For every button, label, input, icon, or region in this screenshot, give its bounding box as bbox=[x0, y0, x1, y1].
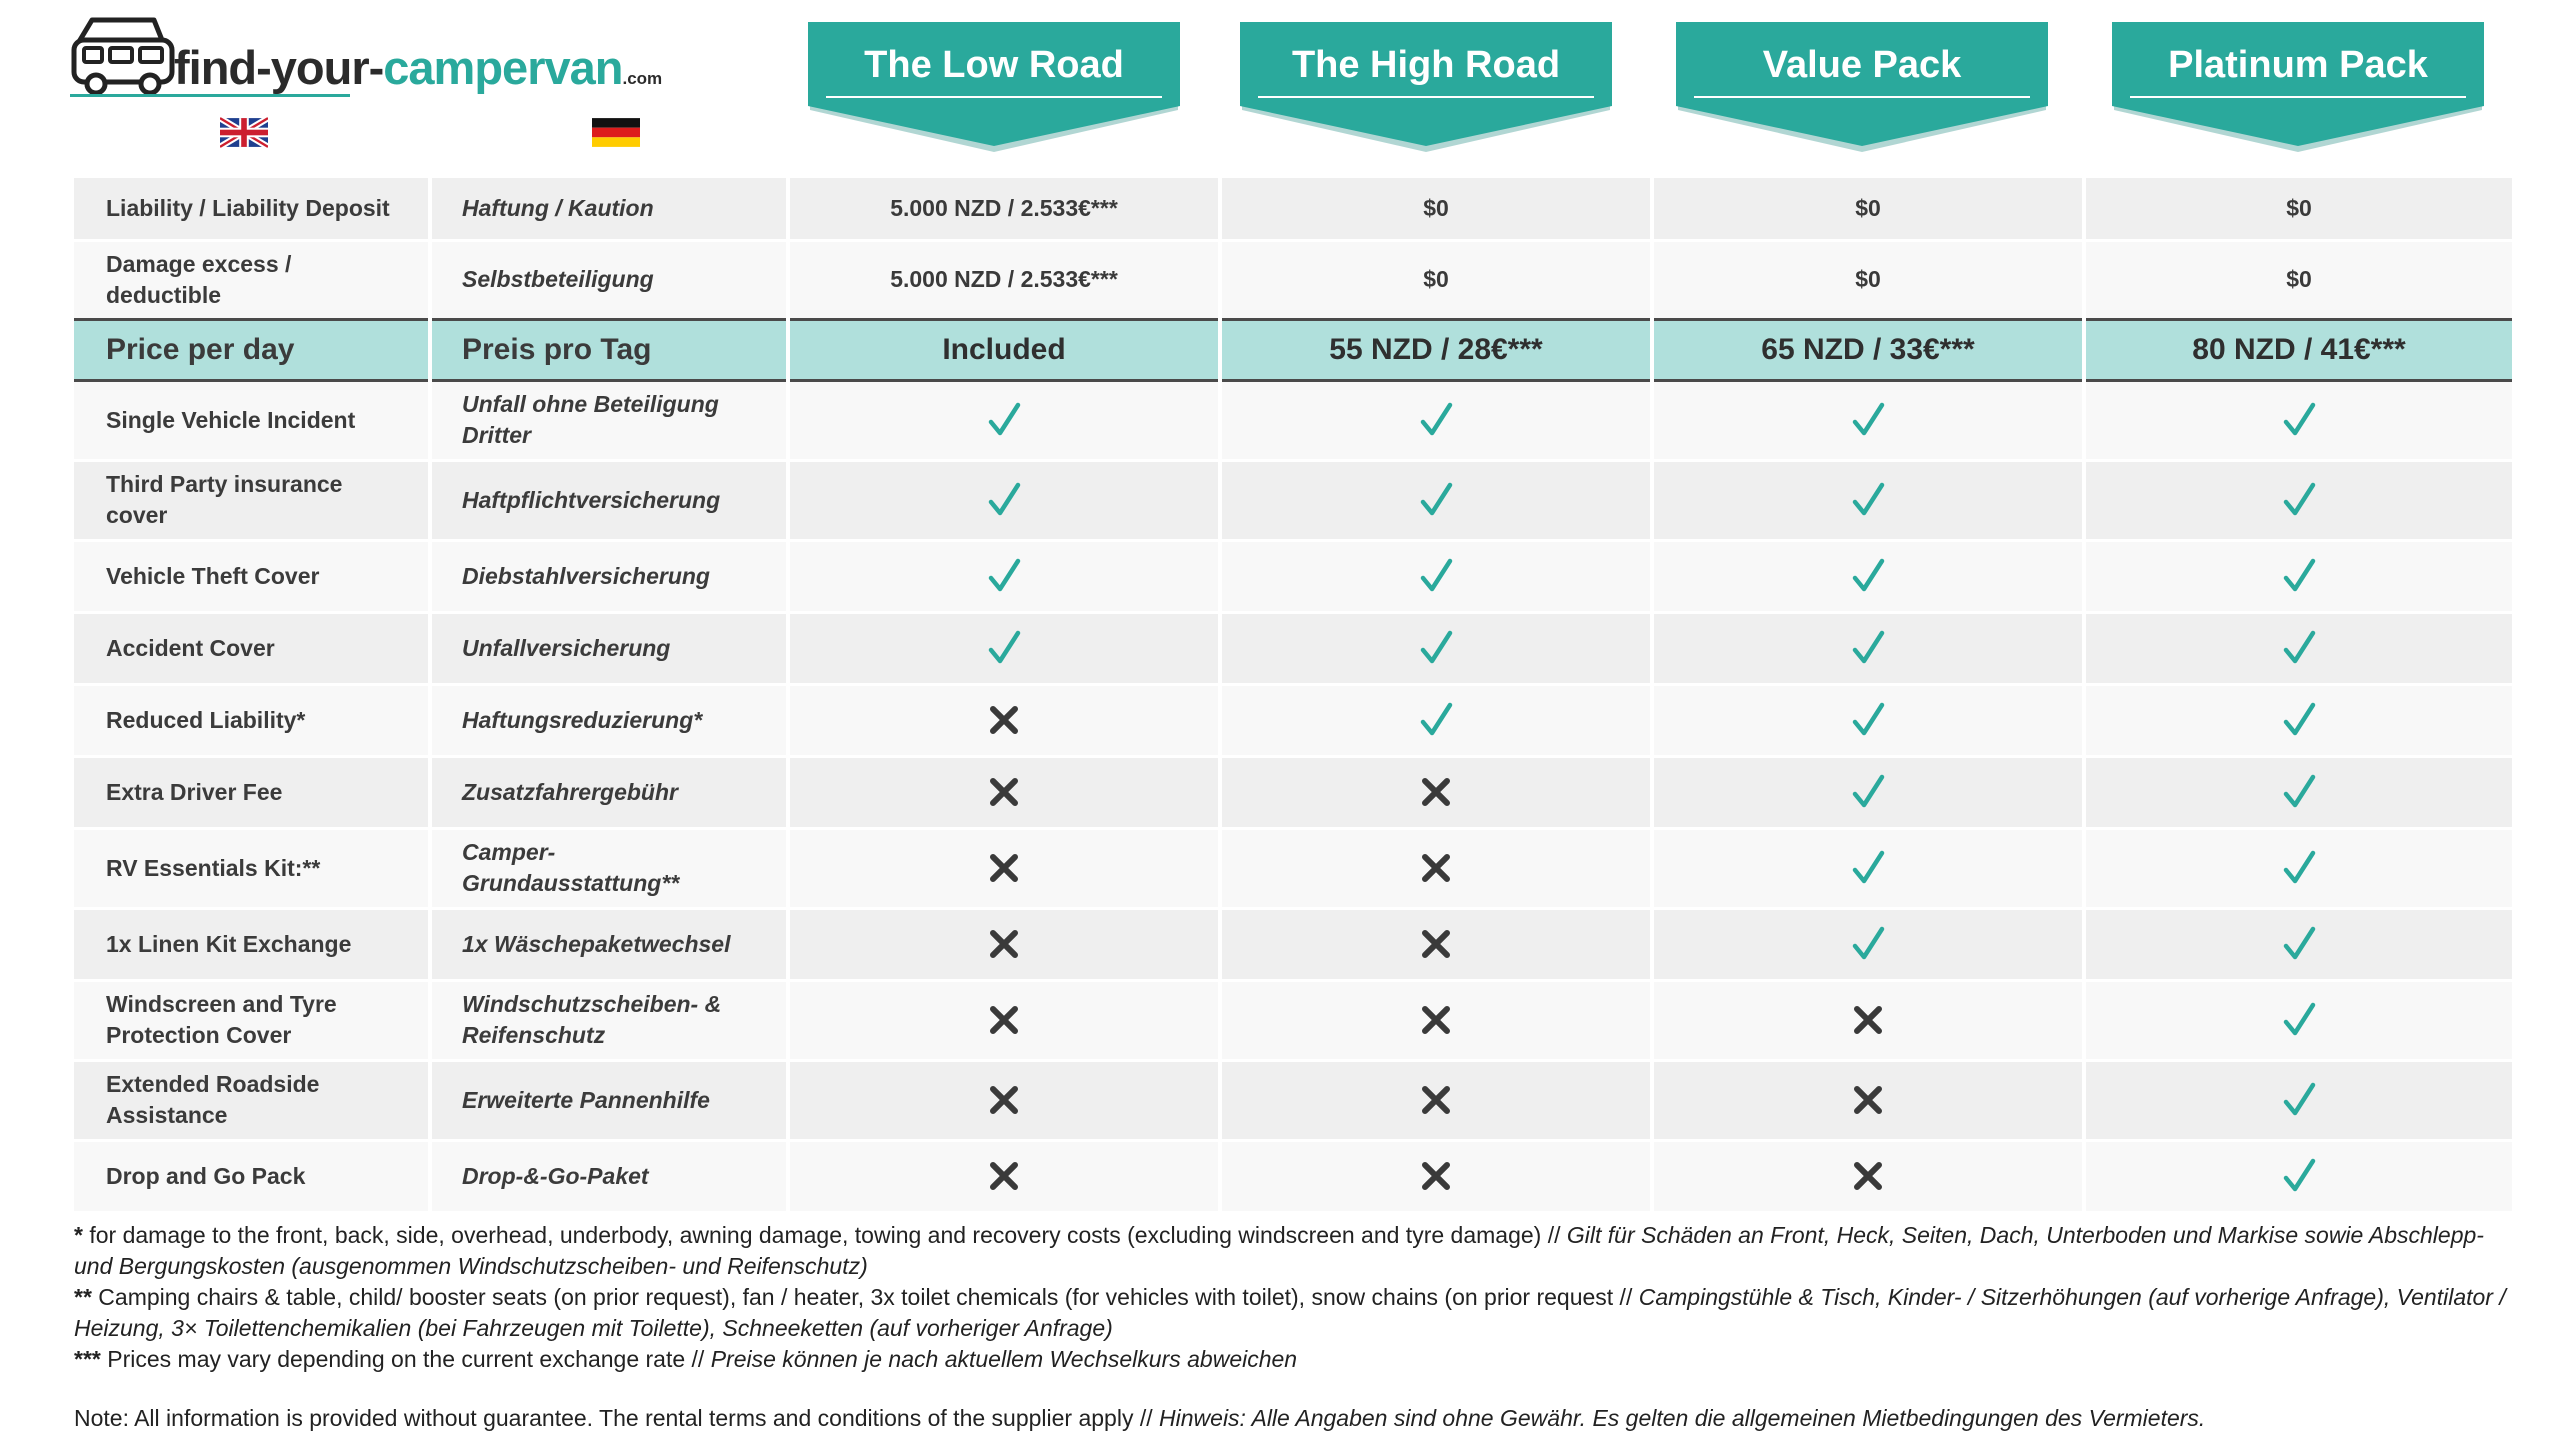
feature-cell bbox=[1220, 460, 1652, 540]
feature-label-en: Single Vehicle Incident bbox=[72, 380, 430, 460]
feature-cell bbox=[2084, 1140, 2514, 1212]
check-icon bbox=[1849, 557, 1887, 595]
feature-label-de: Unfallversicherung bbox=[430, 612, 788, 684]
feature-cell bbox=[788, 612, 1220, 684]
cross-icon bbox=[1417, 1157, 1455, 1195]
value-cell: $0 bbox=[1220, 240, 1652, 319]
feature-cell bbox=[2084, 460, 2514, 540]
table-row bbox=[72, 540, 2514, 612]
check-icon bbox=[1849, 773, 1887, 811]
row-label-en: Liability / Liability Deposit bbox=[72, 178, 430, 240]
value-cell: 5.000 NZD / 2.533€*** bbox=[788, 178, 1220, 240]
check-icon bbox=[985, 401, 1023, 439]
plan-header-high-road bbox=[1240, 22, 1612, 154]
feature-cell bbox=[788, 828, 1220, 908]
cross-icon bbox=[985, 925, 1023, 963]
feature-cell bbox=[1220, 756, 1652, 828]
plan-title: The High Road bbox=[1291, 44, 1561, 86]
value-cell: $0 bbox=[1652, 240, 2084, 319]
feature-cell bbox=[1652, 380, 2084, 460]
plan-title: Platinum Pack bbox=[2168, 44, 2428, 86]
footnote-1: * for damage to the front, back, side, overhead, underbody, awning damage, towing and recovery costs (excluding windscreen and tyre damage) // Gilt für Schäden an Front, Heck, Seiten, Dach, Unterboden und Markise sowie Abschlepp- und Bergungskosten (ausgenommen Windschutzscheiben- und Reifenschutz) bbox=[74, 1222, 2484, 1279]
feature-label-de: Zusatzfahrergebühr bbox=[430, 756, 788, 828]
plan-banner-shape bbox=[2112, 22, 2484, 154]
feature-cell bbox=[1652, 756, 2084, 828]
feature-label-de: Windschutzscheiben- & Reifenschutz bbox=[430, 980, 788, 1060]
table-row-liability bbox=[72, 178, 2514, 240]
feature-cell bbox=[1652, 1060, 2084, 1140]
feature-cell bbox=[788, 908, 1220, 980]
feature-cell bbox=[1220, 980, 1652, 1060]
price-cell: 65 NZD / 33€*** bbox=[1652, 319, 2084, 380]
feature-cell bbox=[1220, 828, 1652, 908]
feature-cell bbox=[2084, 612, 2514, 684]
feature-cell bbox=[788, 540, 1220, 612]
check-icon bbox=[1849, 481, 1887, 519]
feature-cell bbox=[2084, 756, 2514, 828]
feature-cell bbox=[788, 380, 1220, 460]
plan-header-value-pack bbox=[1676, 22, 2048, 154]
feature-label-en: Third Party insurance cover bbox=[72, 460, 430, 540]
plan-banner-shape bbox=[1676, 22, 2048, 154]
check-icon bbox=[2280, 629, 2318, 667]
check-icon bbox=[1849, 925, 1887, 963]
feature-label-en: Vehicle Theft Cover bbox=[72, 540, 430, 612]
check-icon bbox=[2280, 1001, 2318, 1039]
price-cell: 80 NZD / 41€*** bbox=[2084, 319, 2514, 380]
plan-title: The Low Road bbox=[864, 44, 1124, 86]
feature-label-en: 1x Linen Kit Exchange bbox=[72, 908, 430, 980]
cross-icon bbox=[985, 701, 1023, 739]
value-cell: $0 bbox=[2084, 178, 2514, 240]
table-row bbox=[72, 1140, 2514, 1212]
footnote-2: ** Camping chairs & table, child/ booster seats (on prior request), fan / heater, 3x toilet chemicals (for vehicles with toilet), snow chains (on prior request // Campingstühle & Tisch, Kinder- / Sitzerhöhungen (auf vorherige Anfrage), Ventilator / Heizung, 3× Toilettenchemikalien (bei Fahrzeugen mit Toilette), Schneeketten (auf vorheriger Anfrage) bbox=[74, 1284, 2506, 1341]
check-icon bbox=[1417, 557, 1455, 595]
feature-cell bbox=[788, 1140, 1220, 1212]
cross-icon bbox=[1417, 1081, 1455, 1119]
feature-label-de: Unfall ohne Beteiligung Dritter bbox=[430, 380, 788, 460]
cross-icon bbox=[1849, 1001, 1887, 1039]
cross-icon bbox=[1849, 1157, 1887, 1195]
feature-cell bbox=[2084, 1060, 2514, 1140]
value-cell: $0 bbox=[1652, 178, 2084, 240]
cross-icon bbox=[985, 849, 1023, 887]
table-row bbox=[72, 612, 2514, 684]
feature-cell bbox=[2084, 980, 2514, 1060]
de-flag-icon[interactable] bbox=[592, 117, 640, 148]
uk-flag-icon[interactable] bbox=[220, 117, 268, 148]
feature-cell bbox=[2084, 828, 2514, 908]
feature-cell bbox=[2084, 908, 2514, 980]
check-icon bbox=[2280, 925, 2318, 963]
comparison-table bbox=[70, 178, 2516, 1214]
cross-icon bbox=[985, 1001, 1023, 1039]
table-row bbox=[72, 460, 2514, 540]
feature-label-en: Reduced Liability* bbox=[72, 684, 430, 756]
campervan-icon bbox=[70, 14, 176, 94]
check-icon bbox=[1417, 401, 1455, 439]
feature-label-de: Diebstahlversicherung bbox=[430, 540, 788, 612]
check-icon bbox=[2280, 701, 2318, 739]
feature-cell bbox=[1652, 612, 2084, 684]
check-icon bbox=[1417, 481, 1455, 519]
check-icon bbox=[2280, 849, 2318, 887]
cross-icon bbox=[985, 773, 1023, 811]
cross-icon bbox=[1417, 1001, 1455, 1039]
feature-label-de: Drop-&-Go-Paket bbox=[430, 1140, 788, 1212]
cross-icon bbox=[1849, 1081, 1887, 1119]
cross-icon bbox=[985, 1081, 1023, 1119]
check-icon bbox=[2280, 557, 2318, 595]
plan-banner-shape bbox=[1240, 22, 1612, 154]
plan-header-platinum-pack bbox=[2112, 22, 2484, 154]
value-cell: $0 bbox=[1220, 178, 1652, 240]
check-icon bbox=[1849, 401, 1887, 439]
check-icon bbox=[2280, 481, 2318, 519]
feature-cell bbox=[788, 756, 1220, 828]
plan-banner-shape bbox=[808, 22, 1180, 154]
row-label-en: Damage excess / deductible bbox=[72, 240, 430, 319]
check-icon bbox=[1417, 629, 1455, 667]
feature-label-de: Haftungsreduzierung* bbox=[430, 684, 788, 756]
feature-cell bbox=[1652, 684, 2084, 756]
check-icon bbox=[2280, 773, 2318, 811]
row-label-de: Selbstbeteiligung bbox=[430, 240, 788, 319]
feature-label-de: 1x Wäschepaketwechsel bbox=[430, 908, 788, 980]
table-row bbox=[72, 1060, 2514, 1140]
feature-label-en: Extended Roadside Assistance bbox=[72, 1060, 430, 1140]
check-icon bbox=[2280, 1157, 2318, 1195]
feature-cell bbox=[1652, 540, 2084, 612]
row-label-en: Price per day bbox=[72, 319, 430, 380]
price-cell: Included bbox=[788, 319, 1220, 380]
check-icon bbox=[985, 481, 1023, 519]
value-cell: $0 bbox=[2084, 240, 2514, 319]
feature-cell bbox=[2084, 380, 2514, 460]
feature-cell bbox=[1652, 1140, 2084, 1212]
check-icon bbox=[1849, 849, 1887, 887]
cross-icon bbox=[1417, 849, 1455, 887]
disclaimer-note: Note: All information is provided without guarantee. The rental terms and conditions of the supplier apply // Hinweis: Alle Angaben sind ohne Gewähr. Es gelten die allgemeinen Mietbedingungen des Vermieters. bbox=[74, 1405, 2206, 1431]
feature-cell bbox=[1220, 540, 1652, 612]
feature-label-en: Windscreen and Tyre Protection Cover bbox=[72, 980, 430, 1060]
feature-label-de: Erweiterte Pannenhilfe bbox=[430, 1060, 788, 1140]
table-row bbox=[72, 828, 2514, 908]
brand-logo[interactable] bbox=[70, 14, 663, 102]
table-row-damage-excess bbox=[72, 240, 2514, 319]
table-row bbox=[72, 756, 2514, 828]
feature-label-en: RV Essentials Kit:** bbox=[72, 828, 430, 908]
feature-label-de: Haftpflichtversicherung bbox=[430, 460, 788, 540]
brand-name: find-your-campervan.com bbox=[174, 41, 663, 94]
check-icon bbox=[1849, 629, 1887, 667]
feature-cell bbox=[1652, 980, 2084, 1060]
check-icon bbox=[2280, 1081, 2318, 1119]
feature-cell bbox=[788, 980, 1220, 1060]
feature-cell bbox=[1652, 908, 2084, 980]
check-icon bbox=[1417, 701, 1455, 739]
check-icon bbox=[1849, 701, 1887, 739]
cross-icon bbox=[985, 1157, 1023, 1195]
row-label-de: Haftung / Kaution bbox=[430, 178, 788, 240]
feature-cell bbox=[1220, 380, 1652, 460]
feature-label-en: Extra Driver Fee bbox=[72, 756, 430, 828]
feature-label-en: Accident Cover bbox=[72, 612, 430, 684]
value-cell: 5.000 NZD / 2.533€*** bbox=[788, 240, 1220, 319]
plan-title: Value Pack bbox=[1762, 44, 1962, 86]
feature-cell bbox=[1220, 612, 1652, 684]
plan-header-low-road bbox=[808, 22, 1180, 154]
table-row bbox=[72, 980, 2514, 1060]
table-row bbox=[72, 684, 2514, 756]
cross-icon bbox=[1417, 773, 1455, 811]
feature-cell bbox=[1220, 1060, 1652, 1140]
feature-cell bbox=[2084, 684, 2514, 756]
feature-cell bbox=[1652, 460, 2084, 540]
feature-cell bbox=[1220, 1140, 1652, 1212]
table-row bbox=[72, 380, 2514, 460]
price-cell: 55 NZD / 28€*** bbox=[1220, 319, 1652, 380]
feature-cell bbox=[1220, 908, 1652, 980]
footnote-3: *** Prices may vary depending on the current exchange rate // Preise können je nach aktuellem Wechselkurs abweichen bbox=[74, 1346, 1298, 1372]
feature-cell bbox=[788, 684, 1220, 756]
check-icon bbox=[985, 629, 1023, 667]
feature-cell bbox=[788, 1060, 1220, 1140]
footnotes bbox=[74, 1220, 2514, 1375]
brand-underline bbox=[70, 94, 350, 97]
feature-cell bbox=[1220, 684, 1652, 756]
check-icon bbox=[2280, 401, 2318, 439]
feature-cell bbox=[788, 460, 1220, 540]
check-icon bbox=[985, 557, 1023, 595]
table-row-price-per-day bbox=[72, 319, 2514, 380]
feature-cell bbox=[1652, 828, 2084, 908]
row-label-de: Preis pro Tag bbox=[430, 319, 788, 380]
feature-cell bbox=[2084, 540, 2514, 612]
table-row bbox=[72, 908, 2514, 980]
feature-label-en: Drop and Go Pack bbox=[72, 1140, 430, 1212]
feature-rows bbox=[72, 380, 2514, 1212]
cross-icon bbox=[1417, 925, 1455, 963]
feature-label-de: Camper-Grundausstattung** bbox=[430, 828, 788, 908]
